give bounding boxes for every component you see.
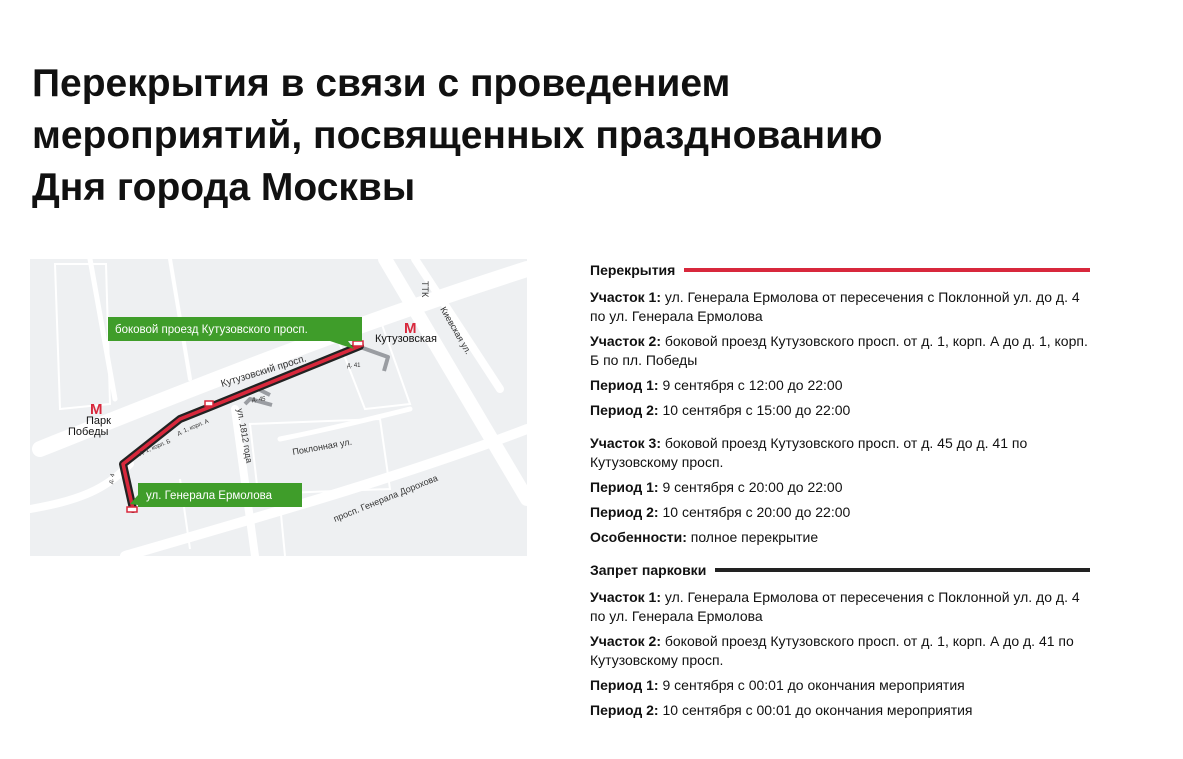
- parking-item: [590, 676, 1090, 695]
- station-label-park-pobedy: Победы: [68, 426, 109, 438]
- street-label-1812: ул. 1812 года: [235, 407, 255, 464]
- map-svg: [30, 259, 527, 556]
- closure-item: [590, 478, 1090, 497]
- closure-item: [590, 503, 1090, 522]
- parking-item-text: 9 сентября с 00:01 до окончания мероприятия: [658, 677, 965, 693]
- parking-item-text: ул. Генерала Ермолова от пересечения с Поклонной ул. до д. 4 по ул. Генерала Ермолова: [590, 589, 1080, 624]
- closure-item-label: Период 1:: [590, 479, 659, 495]
- street-label-kievskaya: Киевская ул.: [438, 305, 474, 356]
- title-line: мероприятий, посвященных празднованию: [32, 114, 883, 157]
- closure-item: [590, 528, 1090, 547]
- closures-heading-line: [684, 268, 1090, 272]
- closure-item-text: ул. Генерала Ермолова от пересечения с Поклонной ул. до д. 4 по ул. Генерала Ермолова: [590, 289, 1080, 324]
- closure-item: [590, 332, 1090, 370]
- parking-item: [590, 632, 1090, 670]
- info-panel: [590, 262, 1090, 726]
- closure-item-label: Участок 2:: [590, 333, 661, 349]
- closure-item-label: Период 2:: [590, 504, 659, 520]
- parking-item-text: 10 сентября с 00:01 до окончания мероприятия: [658, 702, 973, 718]
- street-label-poklonnaya: Поклонная ул.: [291, 436, 353, 457]
- parking-heading-line: [715, 568, 1090, 572]
- closure-item-text: полное перекрытие: [686, 529, 819, 545]
- station-label-park-pobedy: Парк: [86, 415, 111, 427]
- closures-heading-label: Перекрытия: [590, 261, 676, 278]
- metro-icon: М: [90, 401, 103, 418]
- parking-heading: [590, 562, 1090, 578]
- closure-item: [590, 288, 1090, 326]
- closure-item-text: боковой проезд Кутузовского просп. от д. 1, корп. А до д. 1, корп. Б по пл. Победы: [590, 333, 1088, 368]
- closure-item-label: Период 2:: [590, 402, 659, 418]
- parking-item: [590, 588, 1090, 626]
- closure-item-label: Период 1:: [590, 377, 659, 393]
- house-label: д. 1, корп. А: [176, 418, 210, 437]
- callout-ermolova-text: ул. Генерала Ермолова: [146, 490, 273, 502]
- parking-heading-label: Запрет парковки: [590, 561, 707, 578]
- closure-item-text: боковой проезд Кутузовского просп. от д. 45 до д. 41 по Кутузовскому просп.: [590, 435, 1028, 470]
- route-end-marker: [127, 507, 137, 512]
- parking-list: [590, 588, 1090, 720]
- street-label-dorokhova: просп. Генерала Дорохова: [332, 472, 440, 524]
- page-title: [32, 58, 1032, 214]
- parking-item-label: Период 1:: [590, 677, 659, 693]
- callout-bokovoy-text: боковой проезд Кутузовского просп.: [115, 324, 308, 336]
- house-label: д. 45: [252, 397, 266, 403]
- house-label: д. 1, корп. Б: [138, 438, 172, 457]
- closure-item-label: Участок 3:: [590, 435, 661, 451]
- title-line: Перекрытия в связи с проведением: [32, 62, 731, 105]
- metro-icon: М: [404, 320, 417, 337]
- closure-item-text: 10 сентября с 15:00 до 22:00: [658, 402, 851, 418]
- closure-item-label: Особенности:: [590, 529, 687, 545]
- street-label-kutuzovsky: Кутузовский просп.: [219, 353, 308, 390]
- closure-item-label: Участок 1:: [590, 289, 661, 305]
- parking-item-label: Участок 2:: [590, 633, 661, 649]
- parking-item: [590, 701, 1090, 720]
- house-label: д. 41: [347, 363, 361, 369]
- street-label-ttk: ТТК: [420, 281, 430, 298]
- route-map: [30, 259, 527, 556]
- route-end-marker: [205, 401, 213, 406]
- parking-item-label: Период 2:: [590, 702, 659, 718]
- route-end-marker: [353, 341, 363, 346]
- house-label: д. 4: [108, 473, 117, 485]
- closure-item-text: 9 сентября с 20:00 до 22:00: [658, 479, 843, 495]
- closures-list: [590, 288, 1090, 547]
- closure-item: [590, 401, 1090, 420]
- closure-item: [590, 434, 1090, 472]
- station-label-kutuzovskaya: Кутузовская: [375, 333, 437, 345]
- title-line: Дня города Москвы: [32, 166, 416, 209]
- closure-item: [590, 376, 1090, 395]
- closure-item-text: 9 сентября с 12:00 до 22:00: [658, 377, 843, 393]
- closures-heading: [590, 262, 1090, 278]
- closure-item-text: 10 сентября с 20:00 до 22:00: [658, 504, 851, 520]
- parking-item-text: боковой проезд Кутузовского просп. от д. 1, корп. А до д. 41 по Кутузовскому просп.: [590, 633, 1074, 668]
- parking-item-label: Участок 1:: [590, 589, 661, 605]
